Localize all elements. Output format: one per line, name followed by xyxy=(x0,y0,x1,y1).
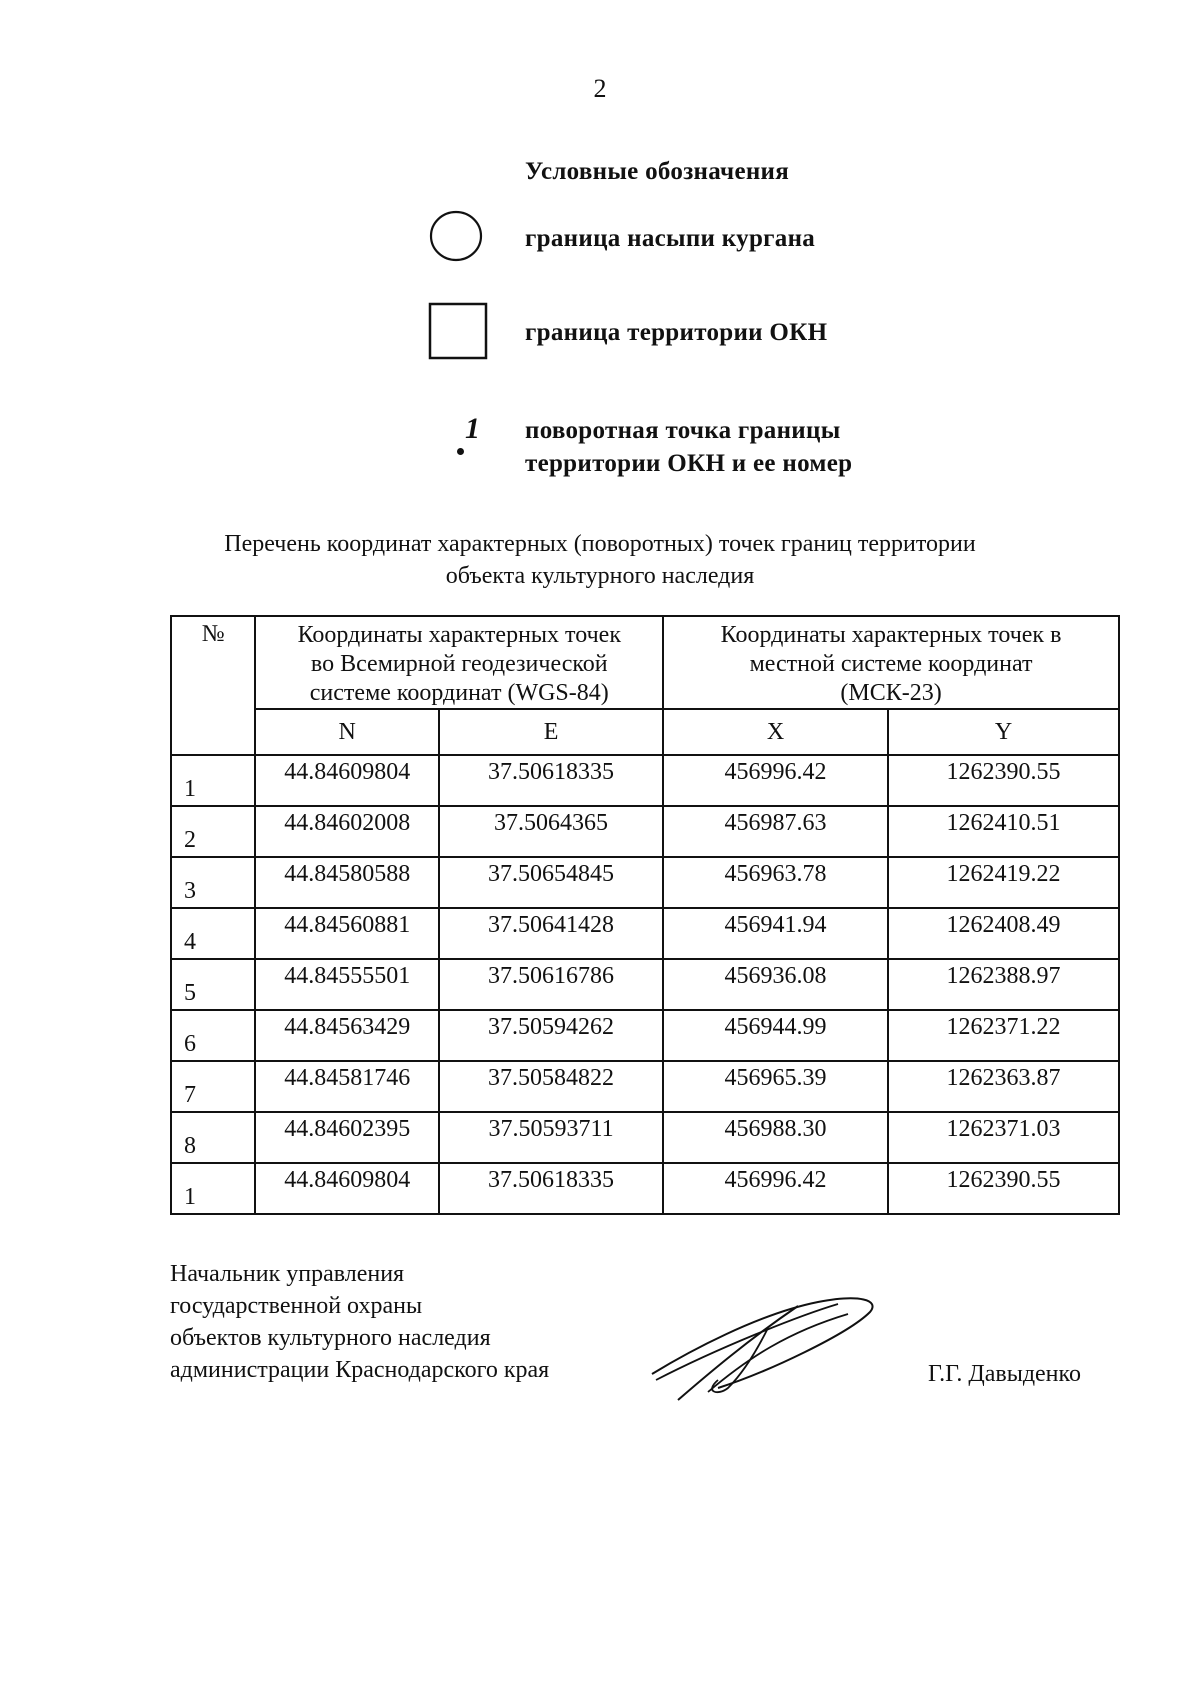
cell-e: 37.50654845 xyxy=(439,857,663,908)
cell-n: 44.84580588 xyxy=(255,857,439,908)
legend-title: Условные обозначения xyxy=(525,158,790,185)
okn-territory-square-icon xyxy=(428,302,488,360)
cell-e: 37.50594262 xyxy=(439,1010,663,1061)
signer-name: Г.Г. Давыденко xyxy=(928,1361,1081,1387)
cell-e: 37.50616786 xyxy=(439,959,663,1010)
signer-position-line-4: администрации Краснодарского края xyxy=(170,1357,550,1383)
turning-point-dot-icon xyxy=(457,448,464,455)
legend-turning-point-label xyxy=(525,414,852,480)
cell-x: 456936.08 xyxy=(663,959,888,1010)
table-header-number: № xyxy=(171,616,255,755)
table-subheader-n: N xyxy=(255,709,439,755)
cell-y: 1262408.49 xyxy=(888,908,1119,959)
coordinates-table xyxy=(170,615,1120,1215)
table-subheader-x: X xyxy=(663,709,888,755)
table-row xyxy=(171,806,1119,857)
cell-x: 456987.63 xyxy=(663,806,888,857)
cell-n: 44.84555501 xyxy=(255,959,439,1010)
signer-position xyxy=(170,1258,549,1386)
table-row xyxy=(171,1010,1119,1061)
table-row xyxy=(171,959,1119,1010)
table-header-msk23-line-3: (МСК-23) xyxy=(840,680,942,706)
cell-e: 37.50584822 xyxy=(439,1061,663,1112)
row-number: 2 xyxy=(171,806,255,857)
cell-y: 1262390.55 xyxy=(888,1163,1119,1214)
cell-x: 456944.99 xyxy=(663,1010,888,1061)
signer-position-line-2: государственной охраны xyxy=(170,1293,423,1319)
cell-y: 1262371.22 xyxy=(888,1010,1119,1061)
signer-position-line-3: объектов культурного наследия xyxy=(170,1325,491,1351)
coordinates-list-title xyxy=(150,528,1050,592)
row-number: 8 xyxy=(171,1112,255,1163)
table-row xyxy=(171,857,1119,908)
table-header-wgs84-line-1: Координаты характерных точек xyxy=(297,622,621,648)
table-row xyxy=(171,908,1119,959)
legend-turning-point-line-1: поворотная точка границы xyxy=(525,417,841,444)
cell-y: 1262410.51 xyxy=(888,806,1119,857)
table-header-msk23-line-2: местной системе координат xyxy=(749,651,1033,677)
row-number: 1 xyxy=(171,755,255,806)
cell-y: 1262388.97 xyxy=(888,959,1119,1010)
table-header-wgs84-line-3: системе координат (WGS-84) xyxy=(309,680,609,706)
turning-point-marker-icon xyxy=(455,412,495,458)
table-row xyxy=(171,1061,1119,1112)
table-row xyxy=(171,1112,1119,1163)
legend-okn-territory-label: граница территории ОКН xyxy=(525,319,828,346)
legend-turning-point-line-2: территории ОКН и ее номер xyxy=(525,450,853,477)
row-number: 1 xyxy=(171,1163,255,1214)
cell-x: 456941.94 xyxy=(663,908,888,959)
mound-boundary-circle-icon xyxy=(428,208,484,264)
cell-e: 37.50641428 xyxy=(439,908,663,959)
cell-e: 37.5064365 xyxy=(439,806,663,857)
table-row xyxy=(171,1163,1119,1214)
row-number: 5 xyxy=(171,959,255,1010)
table-row xyxy=(171,755,1119,806)
table-header-msk23-line-1: Координаты характерных точек в xyxy=(720,622,1062,648)
cell-e: 37.50618335 xyxy=(439,1163,663,1214)
cell-n: 44.84560881 xyxy=(255,908,439,959)
cell-n: 44.84563429 xyxy=(255,1010,439,1061)
row-number: 6 xyxy=(171,1010,255,1061)
cell-y: 1262371.03 xyxy=(888,1112,1119,1163)
cell-e: 37.50593711 xyxy=(439,1112,663,1163)
cell-e: 37.50618335 xyxy=(439,755,663,806)
turning-point-marker-number: 1 xyxy=(465,412,480,445)
page-number: 2 xyxy=(593,74,607,103)
cell-n: 44.84609804 xyxy=(255,755,439,806)
cell-y: 1262419.22 xyxy=(888,857,1119,908)
cell-n: 44.84581746 xyxy=(255,1061,439,1112)
cell-x: 456996.42 xyxy=(663,755,888,806)
table-header-wgs84 xyxy=(255,616,663,709)
cell-n: 44.84602008 xyxy=(255,806,439,857)
table-subheader-e: E xyxy=(439,709,663,755)
table-header-wgs84-line-2: во Всемирной геодезической xyxy=(310,651,608,677)
row-number: 7 xyxy=(171,1061,255,1112)
cell-x: 456988.30 xyxy=(663,1112,888,1163)
cell-n: 44.84602395 xyxy=(255,1112,439,1163)
coordinates-list-title-line-1: Перечень координат характерных (поворотных) точек границ территории xyxy=(224,531,976,557)
cell-x: 456996.42 xyxy=(663,1163,888,1214)
table-header-msk23 xyxy=(663,616,1119,709)
legend-mound-boundary-label: граница насыпи кургана xyxy=(525,225,816,252)
row-number: 3 xyxy=(171,857,255,908)
coordinates-list-title-line-2: объекта культурного наследия xyxy=(445,563,755,589)
cell-y: 1262363.87 xyxy=(888,1061,1119,1112)
row-number: 4 xyxy=(171,908,255,959)
cell-n: 44.84609804 xyxy=(255,1163,439,1214)
signer-position-line-1: Начальник управления xyxy=(170,1261,405,1287)
cell-x: 456963.78 xyxy=(663,857,888,908)
handwritten-signature xyxy=(648,1288,884,1406)
cell-x: 456965.39 xyxy=(663,1061,888,1112)
table-subheader-y: Y xyxy=(888,709,1119,755)
cell-y: 1262390.55 xyxy=(888,755,1119,806)
